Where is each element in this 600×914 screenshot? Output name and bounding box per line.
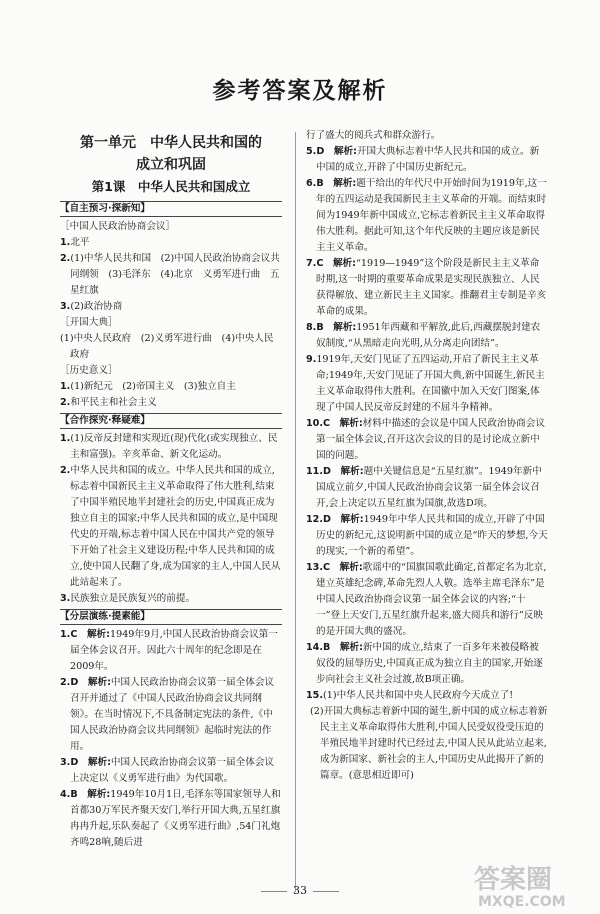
answer-key: B 解析: xyxy=(323,642,363,653)
answer-number: 6. xyxy=(306,178,317,189)
answer-body: 1919年,天安门见证了五四运动,开启了新民主主义革命;1949年,天安门见证了开国大典,新中国诞生,新民主主义革命取得伟大胜利。在国徽中加入天安门图案,体现了中国人民反帝反封建的不屈斗争精神。 xyxy=(316,354,545,413)
answer-item xyxy=(306,352,548,416)
answer-body: (1)反帝反封建和实现近(现)代化(或实现独立、民主和富强)。辛亥革命、新文化运动。 xyxy=(70,433,278,460)
answer-text: (2)开国大典标志着新中国的诞生,新中国的成立标志着新民主主义革命取得伟大胜利,中国人民受奴役受压迫的半殖民地半封建时代已经过去,中国人民从此站立起来,成为新国家、新社会的主人,中国历史从此揭开了新的篇章。(意思相近即可) xyxy=(310,706,548,781)
answer-key: D 解析: xyxy=(323,466,364,477)
answer-item xyxy=(60,235,282,251)
answer-key: B 解析: xyxy=(316,178,357,189)
column-divider xyxy=(295,132,296,892)
answer-body: 材料中描述的会议是中国人民政治协商会议第一届全体会议,召开这次会议的目的是讨论成立新中国的问题。 xyxy=(316,418,545,461)
answer-number: 2. xyxy=(60,677,71,688)
answer-body: “1919—1949”这个阶段是新民主主义革命时期,这一时期的重要革命成果是实现民族独立、人民获得解放、建立新民主主义国家。推翻君主专制是辛亥革命的成果。 xyxy=(316,258,547,317)
answer-item xyxy=(306,560,548,640)
answer-number: 10. xyxy=(306,418,323,429)
answer-number: 3. xyxy=(60,593,71,604)
answer-item xyxy=(60,379,282,395)
answer-item xyxy=(60,331,282,363)
answer-item xyxy=(306,256,548,320)
unit-title xyxy=(60,132,282,176)
answer-body: 新中国的成立,结束了一百多年来被侵略被奴役的屈辱历史,中国真正成为独立自主的国家,开始逐步向社会主义社会过渡,故B项正确。 xyxy=(316,642,543,685)
answer-number: 4. xyxy=(60,789,71,800)
answer-item xyxy=(60,627,282,675)
answer-item xyxy=(60,251,282,299)
answer-body: 中国人民政治协商会议第一届全体会议上决定以《义勇军进行曲》为代国歌。 xyxy=(70,757,275,784)
page-title: 参考答案及解析 xyxy=(212,78,388,104)
answer-number: 11. xyxy=(306,466,323,477)
answer-key: C 解析: xyxy=(316,258,356,269)
answer-body: 题中关键信息是“五星红旗”。1949年新中国成立前夕,中国人民政治协商会议第一届全体会议召开,会上决定以五星红旗为国旗,故选D项。 xyxy=(316,466,542,509)
subsection-label: ［历史意义］ xyxy=(60,365,118,376)
answer-item xyxy=(60,755,282,787)
subsection-label: ［开国大典］ xyxy=(60,317,118,328)
answer-item xyxy=(60,395,282,411)
section-header: 【自主预习·探新知】 xyxy=(60,201,282,217)
answer-key: D 解析: xyxy=(70,757,111,768)
answer-number: 3. xyxy=(60,757,71,768)
answer-number: 1. xyxy=(60,629,71,640)
answer-number: 3. xyxy=(60,301,71,312)
answer-body: 1949年9月,中国人民政治协商会议第一届全体会议召开。因此六十周年的纪念即是在2009年。 xyxy=(70,629,278,672)
answer-number: 2. xyxy=(60,253,71,264)
section-header: 【合作探究·释疑难】 xyxy=(60,413,282,429)
answer-item xyxy=(60,463,282,591)
answer-key: D 解析: xyxy=(316,146,357,157)
answer-text: 行了盛大的阅兵式和群众游行。 xyxy=(306,130,441,141)
lesson-title: 第1课 中华人民共和国成立 xyxy=(91,179,251,194)
right-column xyxy=(306,128,548,784)
section-header: 【分层演练·提素能】 xyxy=(60,609,282,625)
answer-number: 14. xyxy=(306,642,323,653)
answer-body: (1)中华人民共和国 (2)中国人民政治协商会议共同纲领 (3)毛泽东 (4)北京 义勇军进行曲 五星红旗 xyxy=(70,253,280,296)
answer-body: 北平 xyxy=(70,237,90,248)
answer-item xyxy=(60,299,282,315)
answer-body: 开国大典标志着中华人民共和国的成立。新中国的成立,开辟了中国历史新纪元。 xyxy=(316,146,540,173)
answer-key: C 解析: xyxy=(323,418,363,429)
answer-body: 中华人民共和国的成立。中华人民共和国的成立,标志着中国新民主主义革命取得了伟大胜利,结束了中国半殖民地半封建社会的历史,中国真正成为独立自主的国家;中华人民共和国的成立,是中国现代史的开端,标志着中国人民在中国共产党的领导下开始了社会主义建设历程;中华人民共和国的成立,使中国人民翻了身,成为国家的主人,中国人民从此站起来了。 xyxy=(70,465,281,588)
answer-item xyxy=(60,787,282,851)
answer-number: 2. xyxy=(60,465,71,476)
answer-body: (2)政治协商 xyxy=(70,301,123,312)
answer-body: 题干给出的年代尺中开始时间为1919年,这一年的五四运动是我国新民主主义革命的开端。而结束时间为1949年新中国成立,它标志着新民主主义革命取得伟大胜利。据此可知,这个年代反映的主题应该是新民主主义革命。 xyxy=(316,178,547,253)
answer-number: 1. xyxy=(60,237,71,248)
answer-item xyxy=(306,688,548,704)
answer-item xyxy=(306,512,548,560)
answer-number: 9. xyxy=(306,354,317,365)
answer-number: 15. xyxy=(306,690,323,701)
answer-number: 1. xyxy=(60,381,71,392)
page-number: 33 xyxy=(0,884,600,897)
answer-key: D 解析: xyxy=(70,677,111,688)
answer-number: 13. xyxy=(306,562,323,573)
answer-body: 中国人民政治协商会议第一届全体会议召开并通过了《中国人民政治协商会议共同纲领》。在当时情况下,不具备制定宪法的条件,《中国人民政治协商会议共同纲领》起临时宪法的作用。 xyxy=(70,677,275,752)
answer-body: 1951年西藏和平解放,此后,西藏摆脱封建农奴制度,“从黑暗走向光明,从分离走向团结”。 xyxy=(316,322,541,349)
left-column xyxy=(60,132,282,851)
answer-number: 12. xyxy=(306,514,323,525)
answer-body: 和平民主和社会主义 xyxy=(70,397,157,408)
answer-key: B 解析: xyxy=(70,789,111,800)
unit-title-line2: 成立和巩固 xyxy=(136,157,206,173)
answer-body: 民族独立是民族复兴的前提。 xyxy=(70,593,196,604)
answer-item xyxy=(306,320,548,352)
answer-item xyxy=(306,464,548,512)
answer-number: 2. xyxy=(60,397,71,408)
answer-item xyxy=(60,675,282,755)
watermark-text: 答案圈 xyxy=(474,865,553,895)
answer-number: 1. xyxy=(60,433,71,444)
answer-key: C 解析: xyxy=(70,629,110,640)
answer-item xyxy=(60,431,282,463)
answer-item xyxy=(306,176,548,256)
unit-title-line1: 第一单元 中华人民共和国的 xyxy=(80,135,262,151)
answer-item xyxy=(60,591,282,607)
answer-body: 1949年10月1日,毛泽东等国家领导人和首都30万军民齐聚天安门,举行开国大典,五星红旗冉冉升起,乐队奏起了《义勇军进行曲》,54门礼炮齐鸣28响,随后进 xyxy=(70,789,281,848)
watermark-url: MXQE.COM xyxy=(478,894,566,910)
answer-body: 1949年中华人民共和国的成立,开辟了中国历史的新纪元,这说明新中国的成立是“昨天的梦想,今天的现实,一个新的希望”。 xyxy=(316,514,548,557)
answer-body: 歌谣中的“国旗国歌此确定,首都定名为北京,建立英雄纪念碑,革命先烈人人敬。选举主席毛泽东”是中国人民政治协商会议第一届全体会议的内容;“十一”登上天安门,五星红旗升起来,盛大阅兵和游行”反映的是开国大典的盛况。 xyxy=(316,562,547,637)
watermark-logo xyxy=(470,860,598,910)
answer-body: (1)中华人民共和国中央人民政府今天成立了! xyxy=(323,690,514,701)
answer-number: 8. xyxy=(306,322,317,333)
answer-body: (1)新纪元 (2)帝国主义 (3)独立自主 xyxy=(70,381,236,392)
answer-item xyxy=(306,144,548,176)
answer-item xyxy=(306,416,548,464)
answer-key: B 解析: xyxy=(316,322,357,333)
subsection-label: ［中国人民政治协商会议］ xyxy=(60,221,176,232)
answer-number: 5. xyxy=(306,146,317,157)
answer-key: C 解析: xyxy=(323,562,363,573)
answer-item xyxy=(306,640,548,688)
answer-body: (1)中央人民政府 (2)义勇军进行曲 (4)中央人民政府 xyxy=(60,333,274,360)
answer-number: 7. xyxy=(306,258,317,269)
answer-key: D 解析: xyxy=(323,514,364,525)
